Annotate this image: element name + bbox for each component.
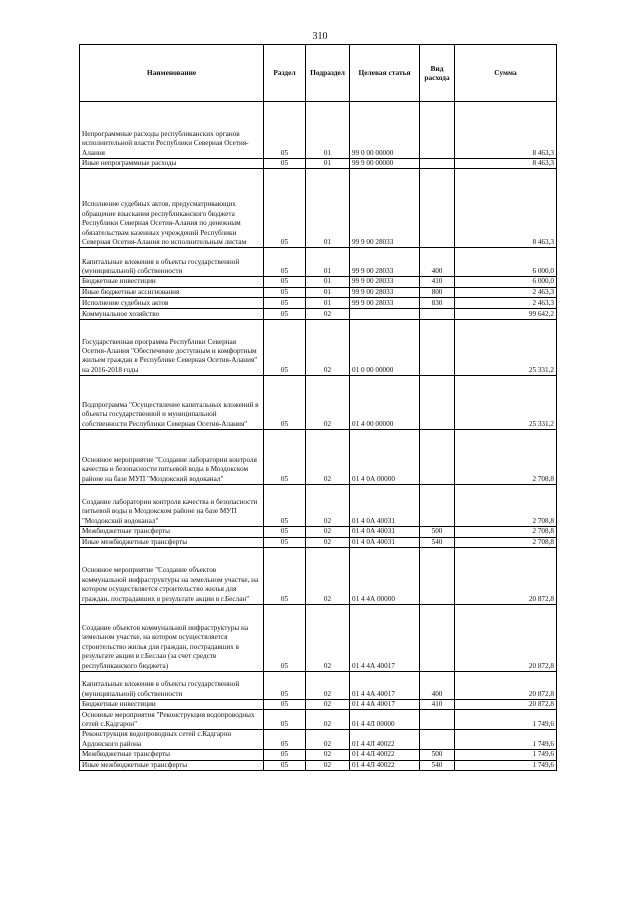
row-target: 01 4 0А 40031 [350, 485, 420, 527]
row-name: Государственная программа Республики Северная Осетия-Алания "Обеспечение доступным и комфортным жильем граждан в Республике Северная Осетия-Алания" на 2016-2018 годы [80, 320, 264, 376]
row-subsection: 01 [306, 159, 350, 169]
row-vid [420, 730, 455, 750]
row-sum: 1 749,6 [455, 710, 557, 730]
row-name: Создание объектов коммунальной инфраструктуры на земельном участке, на котором осуществляется строительство жилья для граждан, пострадавших в результате акции в г.Беслан (за счет средств республиканского бюджета) [80, 605, 264, 672]
row-section: 05 [264, 320, 306, 376]
row-sum: 20 872,8 [455, 672, 557, 700]
row-target: 01 4 4Л 40022 [350, 750, 420, 760]
row-sum: 25 331,2 [455, 376, 557, 430]
row-name: Исполнение судебных актов, предусматривающих обращение взыскания республиканского бюджета Республики Северная Осетия-Алания по денежным обязательствам казенных учреждений Республики Северная Осетия-Алания по исполнительным листам [80, 169, 264, 248]
table-row [80, 605, 557, 672]
row-target: 01 4 00 00000 [350, 376, 420, 430]
row-vid: 400 [420, 672, 455, 700]
row-sum: 2 463,3 [455, 287, 557, 297]
row-subsection: 02 [306, 605, 350, 672]
row-target: 99 9 00 28033 [350, 248, 420, 277]
budget-table [79, 44, 557, 771]
row-subsection: 02 [306, 537, 350, 547]
table-row [80, 750, 557, 760]
row-name: Бюджетные инвестиции [80, 700, 264, 710]
row-subsection: 01 [306, 248, 350, 277]
row-target: 99 0 00 00000 [350, 102, 420, 159]
row-subsection: 02 [306, 710, 350, 730]
row-subsection: 01 [306, 102, 350, 159]
table-row [80, 430, 557, 485]
row-section: 05 [264, 605, 306, 672]
row-vid [420, 309, 455, 320]
table-row [80, 159, 557, 169]
table-row [80, 309, 557, 320]
row-target: 01 4 4А 40017 [350, 672, 420, 700]
row-sum: 1 749,6 [455, 760, 557, 770]
table-body [80, 102, 557, 771]
row-section: 05 [264, 548, 306, 605]
row-vid: 410 [420, 700, 455, 710]
row-sum: 1 749,6 [455, 730, 557, 750]
header-section: Раздел [264, 45, 306, 102]
row-subsection: 01 [306, 298, 350, 309]
row-target: 01 4 4Л 00000 [350, 710, 420, 730]
row-section: 05 [264, 248, 306, 277]
row-name: Непрограммные расходы республиканских органов исполнительной власти Республики Северная Осетия-Алания [80, 102, 264, 159]
row-name: Подпрограмма "Осуществление капитальных вложений в объекты государственной и муниципальной собственности Республики Северная Осетия-Алания" [80, 376, 264, 430]
row-sum: 2 463,3 [455, 298, 557, 309]
row-subsection: 02 [306, 527, 350, 537]
table-row [80, 485, 557, 527]
row-section: 05 [264, 485, 306, 527]
row-subsection: 02 [306, 320, 350, 376]
row-subsection: 02 [306, 700, 350, 710]
row-name: Исполнение судебных актов [80, 298, 264, 309]
row-target: 99 9 00 28033 [350, 277, 420, 287]
row-subsection: 02 [306, 672, 350, 700]
row-subsection: 02 [306, 309, 350, 320]
table-row [80, 760, 557, 770]
row-section: 05 [264, 700, 306, 710]
row-section: 05 [264, 169, 306, 248]
row-sum: 20 872,8 [455, 548, 557, 605]
row-section: 05 [264, 309, 306, 320]
row-target: 99 9 00 28033 [350, 287, 420, 297]
row-vid [420, 169, 455, 248]
row-subsection: 02 [306, 548, 350, 605]
row-target: 01 0 00 00000 [350, 320, 420, 376]
row-target: 99 9 00 00000 [350, 159, 420, 169]
row-vid [420, 710, 455, 730]
row-vid [420, 376, 455, 430]
row-subsection: 02 [306, 750, 350, 760]
row-vid: 410 [420, 277, 455, 287]
row-sum: 2 708,8 [455, 537, 557, 547]
row-subsection: 02 [306, 376, 350, 430]
page-number: 310 [312, 31, 328, 42]
row-vid [420, 102, 455, 159]
table-row [80, 548, 557, 605]
row-target: 01 4 4Л 40022 [350, 730, 420, 750]
row-vid: 540 [420, 537, 455, 547]
row-sum: 1 749,6 [455, 750, 557, 760]
row-vid: 500 [420, 527, 455, 537]
row-section: 05 [264, 430, 306, 485]
row-name: Реконструкция водопроводных сетей с.Кадгарон Ардонского района [80, 730, 264, 750]
row-name: Иные бюджетные ассигнования [80, 287, 264, 297]
table-row [80, 376, 557, 430]
table-row [80, 710, 557, 730]
row-sum: 8 463,3 [455, 159, 557, 169]
row-sum: 2 708,8 [455, 430, 557, 485]
row-target: 01 4 0А 40031 [350, 537, 420, 547]
table-row [80, 537, 557, 547]
row-target: 01 4 0А 00000 [350, 430, 420, 485]
row-target: 01 4 4Л 40022 [350, 760, 420, 770]
row-vid: 800 [420, 287, 455, 297]
table-row [80, 672, 557, 700]
table-row [80, 169, 557, 248]
row-section: 05 [264, 672, 306, 700]
row-vid [420, 430, 455, 485]
table-row [80, 287, 557, 297]
row-target: 99 9 00 28033 [350, 298, 420, 309]
header-target: Целевая статья [350, 45, 420, 102]
row-section: 05 [264, 376, 306, 430]
row-vid: 540 [420, 760, 455, 770]
table-header [80, 45, 557, 102]
row-vid [420, 548, 455, 605]
header-subsection: Подраздел [306, 45, 350, 102]
row-target [350, 309, 420, 320]
row-name: Иные непрограммные расходы [80, 159, 264, 169]
row-section: 05 [264, 287, 306, 297]
row-sum: 6 000,0 [455, 248, 557, 277]
table-row [80, 277, 557, 287]
row-name: Коммунальное хозяйство [80, 309, 264, 320]
row-sum: 8 463,3 [455, 169, 557, 248]
row-vid [420, 485, 455, 527]
row-section: 05 [264, 102, 306, 159]
row-name: Основные мероприятия "Реконструкция водопроводных сетей с.Кадгарон" [80, 710, 264, 730]
header-vid: Вид расхода [420, 45, 455, 102]
row-vid: 500 [420, 750, 455, 760]
row-name: Межбюджетные трансферты [80, 527, 264, 537]
row-sum: 2 708,8 [455, 485, 557, 527]
row-subsection: 01 [306, 277, 350, 287]
row-subsection: 01 [306, 169, 350, 248]
table-row [80, 730, 557, 750]
row-section: 05 [264, 750, 306, 760]
row-name: Капитальные вложения в объекты государственной (муниципальной) собственности [80, 248, 264, 277]
row-subsection: 02 [306, 430, 350, 485]
row-subsection: 02 [306, 485, 350, 527]
row-name: Иные межбюджетные трансферты [80, 760, 264, 770]
table-row [80, 700, 557, 710]
row-sum: 2 708,8 [455, 527, 557, 537]
row-target: 01 4 4А 00000 [350, 548, 420, 605]
header-sum: Сумма [455, 45, 557, 102]
row-section: 05 [264, 710, 306, 730]
table-row [80, 298, 557, 309]
row-name: Основное мероприятие "Создание лаборатории контроля качества и безопасности питьевой воды в Моздокском районе на базе МУП "Моздокский водоканал" [80, 430, 264, 485]
row-name: Иные межбюджетные трансферты [80, 537, 264, 547]
row-target: 01 4 4А 40017 [350, 605, 420, 672]
row-section: 05 [264, 298, 306, 309]
row-section: 05 [264, 277, 306, 287]
row-section: 05 [264, 760, 306, 770]
row-name: Основное мероприятие "Создание объектов коммунальной инфраструктуры на земельном участке, на котором осуществляется строительство жилья для граждан, пострадавших в результате акции в г.Беслан" [80, 548, 264, 605]
row-vid [420, 605, 455, 672]
row-sum: 20 872,8 [455, 700, 557, 710]
table-row [80, 102, 557, 159]
row-name: Бюджетные инвестиции [80, 277, 264, 287]
row-section: 05 [264, 527, 306, 537]
row-subsection: 02 [306, 730, 350, 750]
row-vid: 400 [420, 248, 455, 277]
row-sum: 6 000,0 [455, 277, 557, 287]
row-section: 05 [264, 159, 306, 169]
row-vid [420, 159, 455, 169]
row-name: Создание лаборатории контроля качества и безопасности питьевой воды в Моздокском районе на базе МУП "Моздокский водоканал" [80, 485, 264, 527]
row-target: 01 4 4А 40017 [350, 700, 420, 710]
row-vid: 830 [420, 298, 455, 309]
row-sum: 99 642,2 [455, 309, 557, 320]
row-sum: 8 463,3 [455, 102, 557, 159]
table-row [80, 320, 557, 376]
row-target: 99 9 00 28033 [350, 169, 420, 248]
row-sum: 25 331,2 [455, 320, 557, 376]
row-vid [420, 320, 455, 376]
row-section: 05 [264, 730, 306, 750]
row-subsection: 02 [306, 760, 350, 770]
row-name: Капитальные вложения в объекты государственной (муниципальной) собственности [80, 672, 264, 700]
row-subsection: 01 [306, 287, 350, 297]
table-row [80, 527, 557, 537]
row-sum: 20 872,8 [455, 605, 557, 672]
row-section: 05 [264, 537, 306, 547]
row-name: Межбюджетные трансферты [80, 750, 264, 760]
row-target: 01 4 0А 40031 [350, 527, 420, 537]
table-row [80, 248, 557, 277]
header-name: Наименование [80, 45, 264, 102]
